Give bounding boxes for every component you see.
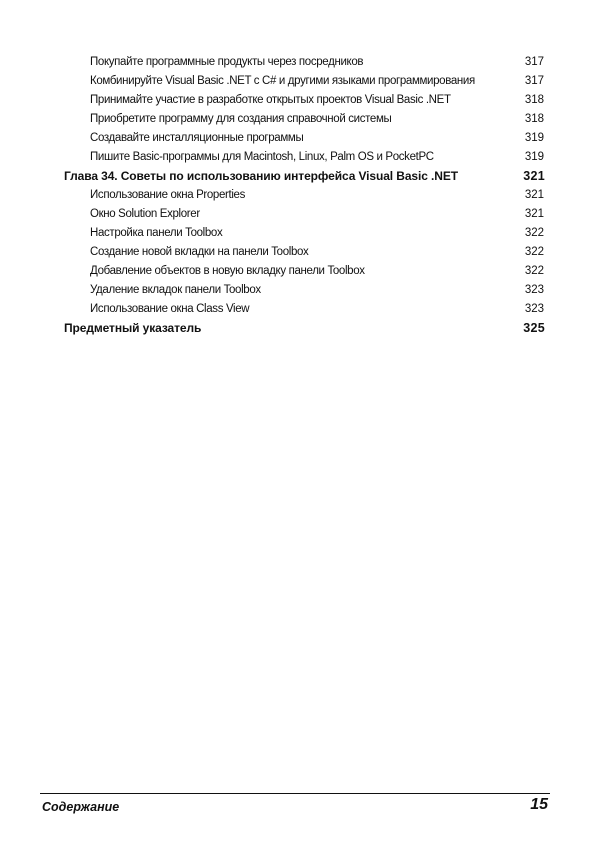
toc-entry-title: Создавайте инсталляционные программы xyxy=(90,132,304,144)
toc-entry[interactable] xyxy=(0,129,600,148)
toc-entry[interactable] xyxy=(0,186,600,205)
toc-entry-page: 318 xyxy=(524,113,544,125)
toc-index-title: Предметный указатель xyxy=(64,321,202,335)
toc-entry[interactable] xyxy=(0,262,600,281)
toc-entry[interactable] xyxy=(0,205,600,224)
toc-entry-title: Покупайте программные продукты через посредников xyxy=(90,56,364,68)
toc-entry-title: Удаление вкладок панели Toolbox xyxy=(90,284,261,296)
toc-entry-page: 319 xyxy=(524,151,544,163)
toc-entry-page: 317 xyxy=(524,56,544,68)
footer-page-number: 15 xyxy=(530,796,548,813)
toc-entry-page: 322 xyxy=(524,265,544,277)
toc-entry-page: 321 xyxy=(524,189,544,201)
toc-chapter-page: 321 xyxy=(523,169,545,183)
toc-entry-page: 322 xyxy=(524,246,544,258)
toc-entry[interactable] xyxy=(0,224,600,243)
toc-entry-page: 319 xyxy=(524,132,544,144)
toc-entry-title: Использование окна Class View xyxy=(90,303,250,315)
toc-entry-title: Принимайте участие в разработке открытых проектов Visual Basic .NET xyxy=(90,94,451,106)
toc-entry-title: Настройка панели Toolbox xyxy=(90,227,223,239)
toc-entry-page: 323 xyxy=(524,303,544,315)
toc-entry[interactable] xyxy=(0,148,600,167)
toc-entry-title: Использование окна Properties xyxy=(90,189,245,201)
toc-entry[interactable] xyxy=(0,110,600,129)
toc-entry[interactable] xyxy=(0,281,600,300)
toc-entry-page: 318 xyxy=(524,94,544,106)
toc-entry-page: 322 xyxy=(524,227,544,239)
toc-entry-page: 317 xyxy=(524,75,544,87)
toc-entry-title: Пишите Basic-программы для Macintosh, Linux, Palm OS и PocketPC xyxy=(90,151,434,163)
toc-entry-title: Добавление объектов в новую вкладку панели Toolbox xyxy=(90,265,365,277)
toc-index-page: 325 xyxy=(523,321,545,335)
toc-entry[interactable] xyxy=(0,300,600,319)
toc-entry-page: 323 xyxy=(524,284,544,296)
toc-entry-title: Окно Solution Explorer xyxy=(90,208,200,220)
toc-entry-title: Создание новой вкладки на панели Toolbox xyxy=(90,246,309,258)
toc-entry[interactable] xyxy=(0,72,600,91)
toc-chapter-entry[interactable] xyxy=(0,167,600,186)
toc-index-entry[interactable] xyxy=(0,319,600,338)
table-of-contents xyxy=(0,53,600,338)
footer-section-title: Содержание xyxy=(42,800,120,814)
toc-entry[interactable] xyxy=(0,91,600,110)
toc-chapter-title: Глава 34. Советы по использованию интерфейса Visual Basic .NET xyxy=(64,169,458,183)
footer-divider xyxy=(40,793,550,794)
toc-entry[interactable] xyxy=(0,243,600,262)
toc-entry-page: 321 xyxy=(524,208,544,220)
toc-entry-title: Приобретите программу для создания справочной системы xyxy=(90,113,392,125)
toc-entry-title: Комбинируйте Visual Basic .NET с C# и другими языками программирования xyxy=(90,75,475,87)
toc-entry[interactable] xyxy=(0,53,600,72)
